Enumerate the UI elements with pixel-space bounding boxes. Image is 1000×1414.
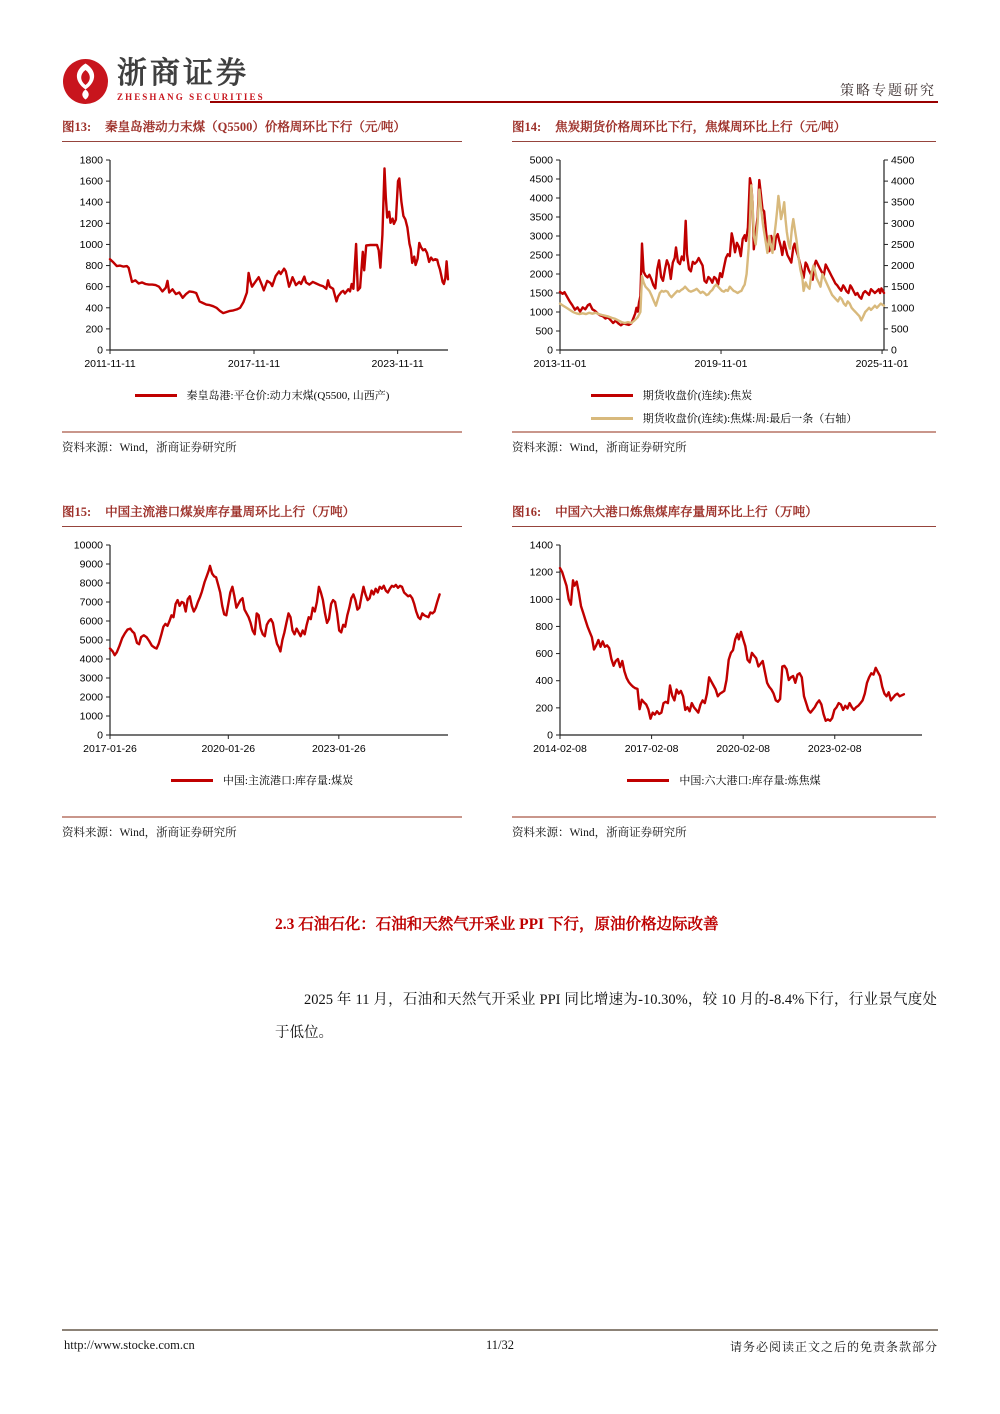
legend-item (591, 387, 858, 403)
svg-text:2023-11-11: 2023-11-11 (371, 358, 424, 370)
svg-text:2017-02-08: 2017-02-08 (624, 743, 679, 755)
brand-emblem-icon (62, 58, 109, 105)
svg-text:2020-01-26: 2020-01-26 (201, 743, 256, 755)
svg-text:2011-11-11: 2011-11-11 (84, 358, 136, 370)
svg-text:3500: 3500 (529, 211, 553, 224)
svg-text:0: 0 (547, 344, 553, 357)
legend-item (591, 410, 858, 426)
svg-text:8000: 8000 (79, 577, 103, 590)
footer-disclaimer: 请务必阅读正文之后的免责条款部分 (729, 1340, 938, 1354)
svg-text:800: 800 (535, 620, 553, 633)
figure-label: 图13: (62, 120, 92, 134)
figure-14-source: 资料来源：Wind，浙商证券研究所 (512, 431, 936, 455)
svg-text:1000: 1000 (891, 302, 915, 315)
svg-text:2000: 2000 (79, 691, 103, 704)
page-number: 11/32 (485, 1338, 514, 1352)
figure-label: 图16: (512, 505, 542, 519)
svg-text:1000: 1000 (529, 593, 553, 606)
svg-text:400: 400 (535, 675, 553, 688)
figure-16-title (512, 499, 936, 527)
svg-text:2019-11-01: 2019-11-01 (694, 358, 748, 370)
svg-text:2000: 2000 (891, 260, 915, 273)
svg-text:1600: 1600 (79, 175, 103, 188)
figure-14-panel (512, 114, 936, 455)
legend-item (135, 387, 390, 403)
svg-text:400: 400 (85, 302, 103, 315)
svg-text:2500: 2500 (891, 238, 915, 251)
legend-label: 期货收盘价(连续):焦煤:周:最后一条（右轴） (642, 413, 858, 425)
chart-canvas (62, 535, 462, 767)
figure-14-title (512, 114, 936, 142)
figure-label: 图14: (512, 120, 542, 134)
svg-text:200: 200 (535, 702, 553, 715)
svg-text:7000: 7000 (79, 596, 103, 609)
legend-label: 期货收盘价(连续):焦炭 (642, 390, 753, 402)
svg-text:600: 600 (535, 648, 553, 661)
svg-text:2023-02-08: 2023-02-08 (807, 743, 862, 755)
chart-legend (627, 772, 820, 788)
figure-label: 图15: (62, 505, 92, 519)
svg-text:2017-01-26: 2017-01-26 (83, 743, 137, 755)
svg-text:600: 600 (85, 281, 103, 294)
svg-text:1000: 1000 (79, 238, 103, 251)
figure-13-panel (62, 114, 462, 455)
legend-swatch (135, 394, 177, 397)
legend-swatch (591, 394, 633, 397)
chart-legend (171, 772, 353, 788)
brand-name-en: ZHESHANG SECURITIES (117, 91, 265, 102)
svg-text:2017-11-11: 2017-11-11 (227, 358, 281, 370)
figure-13-chart-area (62, 142, 462, 431)
svg-text:2014-02-08: 2014-02-08 (533, 743, 587, 755)
footer-rule (62, 1329, 938, 1331)
brand-name-cn: 浙商证券 (117, 57, 249, 90)
svg-text:4500: 4500 (891, 154, 915, 167)
chart-legend (135, 387, 390, 403)
series-line (560, 568, 904, 721)
svg-text:6000: 6000 (79, 615, 103, 628)
svg-text:0: 0 (97, 729, 103, 742)
svg-text:0: 0 (97, 344, 103, 357)
svg-text:2025-11-01: 2025-11-01 (855, 358, 909, 370)
series-line (110, 168, 448, 313)
chart-canvas (512, 150, 936, 382)
svg-text:2013-11-01: 2013-11-01 (533, 358, 587, 370)
figure-13-source: 资料来源：Wind，浙商证券研究所 (62, 431, 462, 455)
svg-text:9000: 9000 (79, 558, 103, 571)
figure-15-chart-area (62, 527, 462, 816)
chart-canvas (512, 535, 936, 767)
legend-label: 中国:六大港口:库存量:炼焦煤 (679, 775, 821, 787)
report-category-label: 策略专题研究 (840, 84, 936, 99)
svg-text:800: 800 (85, 260, 103, 273)
series-line (110, 566, 440, 655)
series-line (560, 178, 884, 325)
brand-text (117, 58, 265, 102)
legend-item (171, 772, 353, 788)
svg-text:4000: 4000 (79, 653, 103, 666)
figure-title-text: 中国主流港口煤炭库存量周环比上行（万吨） (105, 505, 356, 519)
svg-text:3000: 3000 (79, 672, 103, 685)
svg-text:0: 0 (547, 729, 553, 742)
brand-logo (62, 58, 265, 105)
svg-text:2000: 2000 (529, 268, 553, 281)
header-rule (210, 101, 938, 103)
legend-swatch (171, 779, 213, 782)
svg-text:3000: 3000 (891, 217, 915, 230)
svg-text:1400: 1400 (529, 539, 553, 552)
legend-swatch (591, 417, 633, 420)
svg-text:2020-02-08: 2020-02-08 (716, 743, 771, 755)
figure-title-text: 焦炭期货价格周环比下行，焦煤周环比上行（元/吨） (555, 120, 847, 134)
svg-text:1000: 1000 (79, 710, 103, 723)
svg-text:1800: 1800 (79, 154, 103, 167)
svg-text:200: 200 (85, 323, 103, 336)
svg-text:3500: 3500 (891, 196, 915, 209)
svg-text:4000: 4000 (529, 192, 553, 205)
figure-15-panel (62, 499, 462, 840)
figure-title-text: 中国六大港口炼焦煤库存量周环比上行（万吨） (555, 505, 818, 519)
svg-text:1500: 1500 (891, 281, 915, 294)
svg-text:2023-01-26: 2023-01-26 (311, 743, 366, 755)
footer-url-link[interactable]: http://www.stocke.com.cn (64, 1338, 195, 1352)
svg-text:3000: 3000 (529, 230, 553, 243)
svg-text:1200: 1200 (79, 217, 103, 230)
figure-14-chart-area (512, 142, 936, 431)
legend-label: 秦皇岛港:平仓价:动力末煤(Q5500, 山西产) (186, 390, 390, 402)
svg-text:5000: 5000 (529, 154, 553, 167)
legend-item (627, 772, 820, 788)
svg-text:2500: 2500 (529, 249, 553, 262)
figure-15-title (62, 499, 462, 527)
svg-text:500: 500 (535, 325, 553, 338)
legend-label: 中国:主流港口:库存量:煤炭 (222, 775, 354, 787)
svg-text:1200: 1200 (529, 566, 553, 579)
figure-16-source: 资料来源：Wind，浙商证券研究所 (512, 816, 936, 840)
svg-text:500: 500 (891, 323, 909, 336)
figure-15-source: 资料来源：Wind，浙商证券研究所 (62, 816, 462, 840)
section-heading: 2.3 石油石化：石油和天然气开采业 PPI 下行，原油价格边际改善 (275, 916, 719, 933)
series-line (560, 185, 884, 323)
legend-swatch (627, 779, 669, 782)
svg-text:1400: 1400 (79, 196, 103, 209)
chart-legend (591, 387, 858, 426)
figure-16-chart-area (512, 527, 936, 816)
chart-canvas (62, 150, 462, 382)
body-paragraph: 2025 年 11 月，石油和天然气开采业 PPI 同比增速为-10.30%，较 10 月的-8.4%下行，行业景气度处于低位。 (275, 992, 937, 1042)
figure-title-text: 秦皇岛港动力末煤（Q5500）价格周环比下行（元/吨） (105, 120, 406, 134)
svg-text:5000: 5000 (79, 634, 103, 647)
figure-16-panel (512, 499, 936, 840)
svg-text:0: 0 (891, 344, 897, 357)
svg-text:4000: 4000 (891, 175, 915, 188)
svg-text:1000: 1000 (529, 306, 553, 319)
svg-text:1500: 1500 (529, 287, 553, 300)
svg-text:4500: 4500 (529, 173, 553, 186)
svg-text:10000: 10000 (73, 539, 103, 552)
figure-13-title (62, 114, 462, 142)
